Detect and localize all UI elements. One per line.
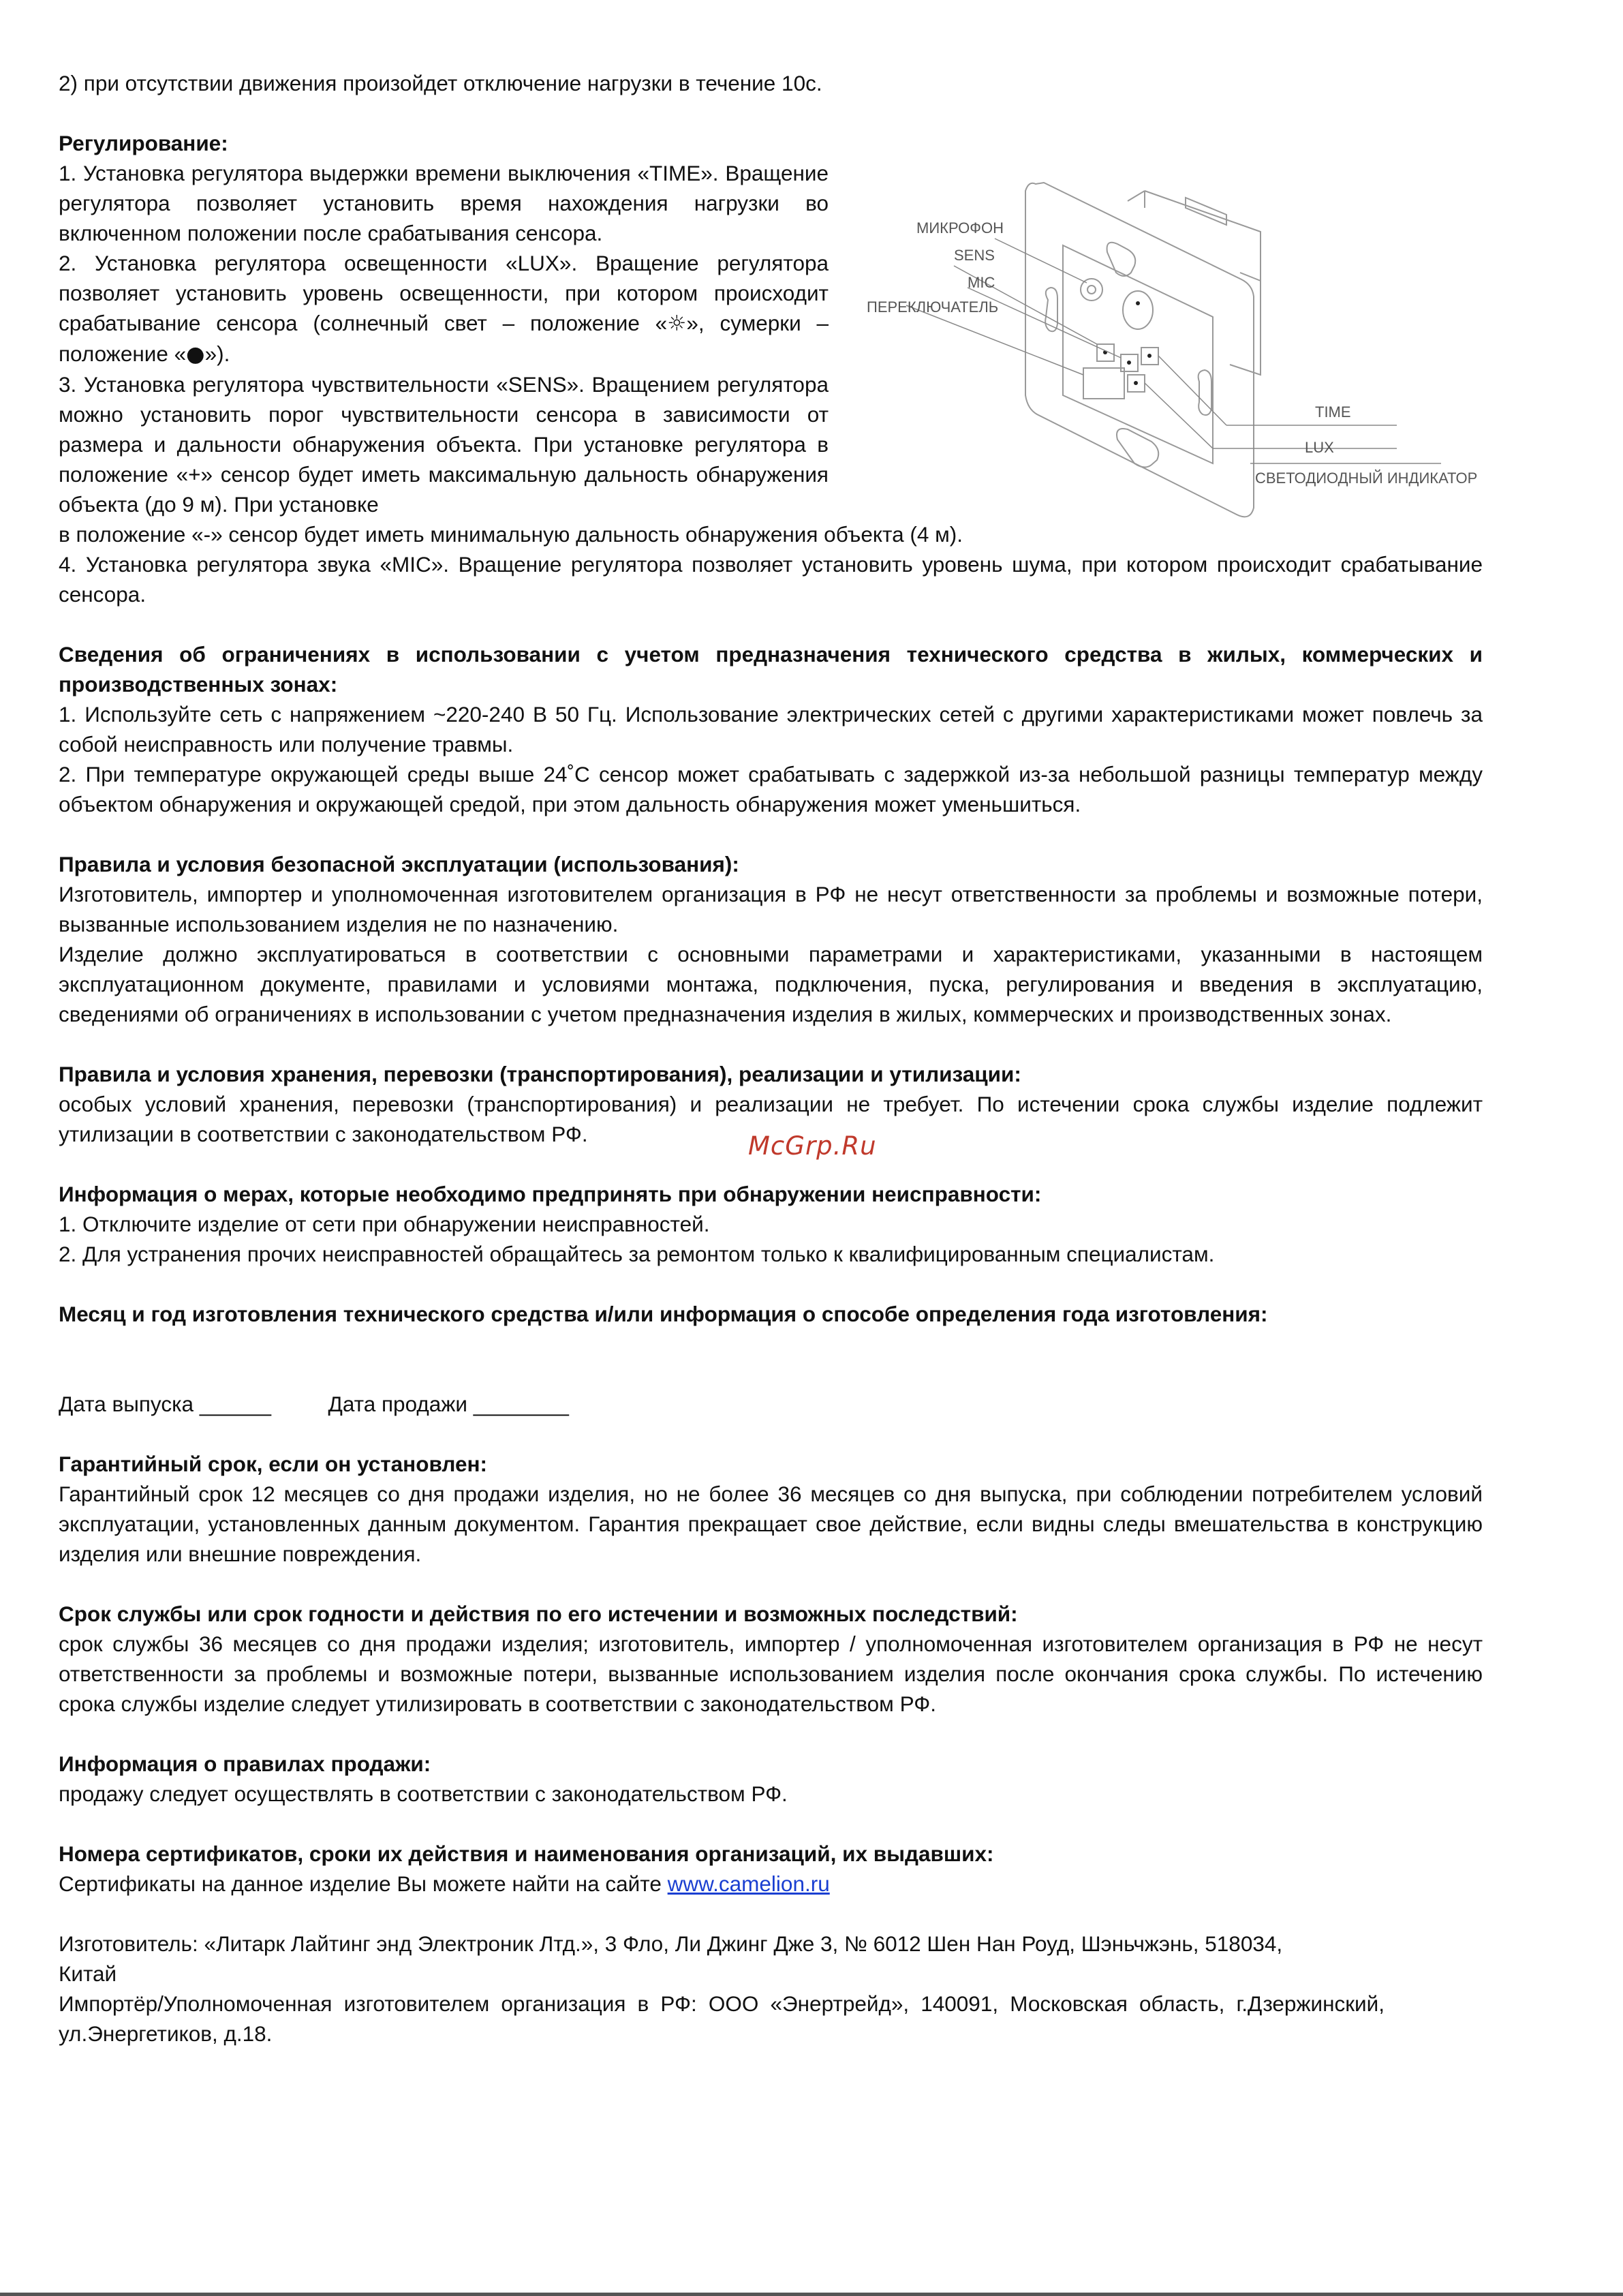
service-life-heading: Срок службы или срок годности и действия по его истечении и возможных последствий: bbox=[59, 1602, 1018, 1626]
intro-line: 2) при отсутствии движения произойдет отключение нагрузки в течение 10с. bbox=[59, 71, 822, 95]
certificates-line: Сертификаты на данное изделие Вы можете найти на сайте www.camelion.ru bbox=[59, 1871, 830, 1896]
bottom-rule bbox=[0, 2293, 1623, 2296]
certificates-heading: Номера сертификатов, сроки их действия и наименования организаций, их выдавших: bbox=[59, 1841, 994, 1866]
manufacture-heading: Месяц и год изготовления технического средства и/или информация о способе определения года изготовления: bbox=[59, 1302, 1268, 1326]
safety-p1: Изготовитель, импортер и уполномоченная изготовителем организация в РФ не несут ответственности за проблемы и возможные потери, вызванные использованием изделия не по назначению. bbox=[59, 882, 1483, 936]
watermark: McGrp.Ru bbox=[748, 1131, 877, 1161]
label-switch: ПЕРЕКЛЮЧАТЕЛЬ bbox=[867, 299, 999, 316]
label-mic: MIC bbox=[968, 274, 995, 291]
sensor-diagram bbox=[859, 170, 1499, 532]
lens-oval bbox=[1123, 291, 1153, 329]
regulation-p3-tail: в положение «-» сенсор будет иметь минимальную дальность обнаружения объекта (4 м). bbox=[59, 522, 963, 547]
safety-p2: Изделие должно эксплуатироваться в соответствии с основными параметрами и характеристиками, указанными в настоящем эксплуатационном документе, правилами и условиями монтажа, подключения, пуска, регулирования и введения в эксплуатацию, сведениями об ограничениях в использовании с учетом предназначения изделия в жилых, коммерческих и производственных зонах. bbox=[59, 942, 1483, 1026]
safety-heading: Правила и условия безопасной эксплуатации (использования): bbox=[59, 852, 739, 876]
label-led: СВЕТОДИОДНЫЙ ИНДИКАТОР bbox=[1255, 470, 1478, 487]
regulation-p4: 4. Установка регулятора звука «MIC». Вращение регулятора позволяет установить уровень шума, при котором происходит срабатывание сенсора. bbox=[59, 552, 1483, 607]
importer-line: Импортёр/Уполномоченная изготовителем организация в РФ: ООО «Энертрейд», 140091, Московская область, г.Дзержинский, ул.Энергетиков, д.18. bbox=[59, 1991, 1385, 2046]
camelion-link[interactable]: www.camelion.ru bbox=[667, 1871, 830, 1896]
sale-date-blank: ________ bbox=[473, 1392, 569, 1416]
warranty-heading: Гарантийный срок, если он установлен: bbox=[59, 1452, 488, 1476]
release-date-blank: ______ bbox=[199, 1392, 271, 1416]
regulation-heading: Регулирование: bbox=[59, 131, 228, 155]
label-sens: SENS bbox=[954, 247, 995, 264]
restrictions-p2: 2. При температуре окружающей среды выше 24˚С сенсор может срабатывать с задержкой из-за небольшой разницы температур между объектом обнаружения и окружающей средой, при этом дальность обнаружения может уменьшиться. bbox=[59, 762, 1483, 816]
mounting-slot-bottom bbox=[1117, 429, 1158, 468]
regulation-p3: 3. Установка регулятора чувствительности «SENS». Вращением регулятора можно установить порог чувствительности сенсора в зависимости от размера и дальности обнаружения объекта. При установке регулятора в положение «+» сенсор будет иметь максимальную дальность обнаружения объекта (до 9 м). При установке bbox=[59, 372, 829, 517]
restrictions-p1: 1. Используйте сеть с напряжением ~220-240 В 50 Гц. Использование электрических сетей с другими характеристиками может повлечь за собой неисправность или получение травмы. bbox=[59, 702, 1483, 756]
regulation-p1: 1. Установка регулятора выдержки времени выключения «TIME». Вращение регулятора позволяет установить время нахождения нагрузки во включенном положении после срабатывания сенсора. bbox=[59, 161, 829, 245]
label-microphone: МИКРОФОН bbox=[916, 219, 1004, 236]
release-date-label: Дата выпуска bbox=[59, 1392, 194, 1416]
dates-line bbox=[59, 1389, 1483, 1419]
warranty-p1: Гарантийный срок 12 месяцев со дня продажи изделия, но не более 36 месяцев со дня выпуска, при соблюдении потребителем условий эксплуатации, установленных данным документом. Гарантия прекращает свое действие, если видны следы вмешательства в конструкцию изделия или внешние повреждения. bbox=[59, 1482, 1483, 1566]
manufacturer-line1: Изготовитель: «Литарк Лайтинг энд Электроник Лтд.», 3 Фло, Ли Джинг Дже 3, № 6012 Шен Нан Роуд, Шэньчжэнь, 518034, bbox=[59, 1931, 1283, 1956]
label-time: TIME bbox=[1315, 403, 1351, 420]
malfunction-heading: Информация о мерах, которые необходимо предпринять при обнаружении неисправности: bbox=[59, 1182, 1042, 1206]
mounting-slot-top bbox=[1107, 243, 1136, 276]
sale-date-label: Дата продажи bbox=[328, 1392, 467, 1416]
label-lux: LUX bbox=[1305, 439, 1334, 456]
manufacturer-line2: Китай bbox=[59, 1961, 117, 1986]
malfunction-p1: 1. Отключите изделие от сети при обнаружении неисправностей. bbox=[59, 1212, 710, 1236]
switch-block bbox=[1083, 368, 1124, 399]
storage-heading: Правила и условия хранения, перевозки (транспортирования), реализации и утилизации: bbox=[59, 1062, 1021, 1086]
restrictions-heading: Сведения об ограничениях в использовании с учетом предназначения технического средства в жилых, коммерческих и производственных зонах: bbox=[59, 642, 1483, 697]
regulation-p2: 2. Установка регулятора освещенности «LUX». Вращение регулятора позволяет установить уровень освещенности, при котором происходит срабатывание сенсора (солнечный свет – положение «☼», сумерки – положение «●»). bbox=[59, 251, 829, 367]
storage-p1: особых условий хранения, перевозки (транспортирования) и реализации не требует. По истечении срока службы изделие подлежит утилизации в соответствии с законодательством РФ. bbox=[59, 1092, 1483, 1146]
mounting-slot-left bbox=[1045, 288, 1057, 331]
malfunction-p2: 2. Для устранения прочих неисправностей обращайтесь за ремонтом только к квалифицированным специалистам. bbox=[59, 1242, 1215, 1266]
back-box-outline bbox=[1145, 191, 1261, 375]
service-life-p1: срок службы 36 месяцев со дня продажи изделия; изготовитель, импортер / уполномоченная изготовителем организация в РФ не несут ответственности за проблемы и возможные потери, вызванные использованием изделия после окончания срока службы. По истечению срока службы изделие следует утилизировать в соответствии с законодательством РФ. bbox=[59, 1632, 1483, 1716]
sales-rules-p1: продажу следует осуществлять в соответствии с законодательством РФ. bbox=[59, 1781, 788, 1806]
sun-icon: ☼ bbox=[667, 311, 687, 336]
sales-rules-heading: Информация о правилах продажи: bbox=[59, 1751, 431, 1776]
moon-icon: ● bbox=[186, 342, 205, 367]
